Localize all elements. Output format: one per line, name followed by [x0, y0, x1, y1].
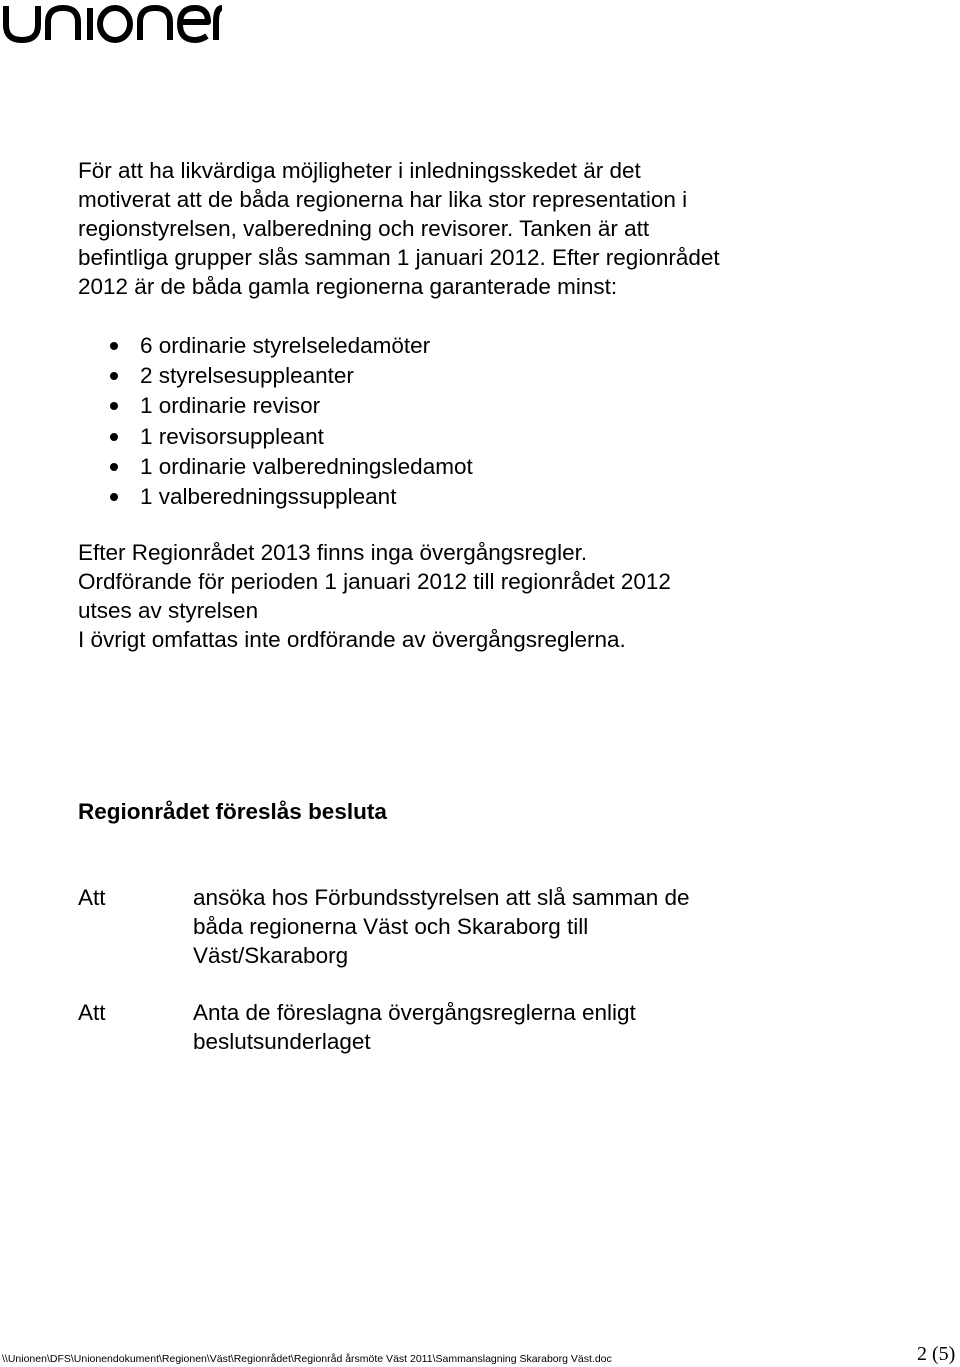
unionen-logo-icon	[2, 0, 232, 46]
list-item: 6 ordinarie styrelseledamöter	[110, 331, 473, 361]
transition-line: utses av styrelsen	[78, 598, 259, 623]
transition-line: I övrigt omfattas inte ordförande av övergångsreglerna.	[78, 627, 626, 652]
transition-rules	[78, 538, 838, 654]
list-item: 1 revisorsuppleant	[110, 422, 473, 452]
intro-paragraph	[78, 156, 778, 301]
intro-line: regionstyrelsen, valberedning och revisorer. Tanken är att	[78, 216, 650, 241]
list-item: 1 ordinarie revisor	[110, 391, 473, 421]
decision-text: Anta de föreslagna övergångsreglerna enligt beslutsunderlaget	[193, 1000, 636, 1054]
footer-file-path: \\Unionen\DFS\Unionendokument\Regionen\Väst\Regionrådet\Regionråd årsmöte Väst 2011\Sammanslagning Skaraborg Väst.doc	[2, 1353, 612, 1365]
intro-line: För att ha likvärdiga möjligheter i inledningsskedet är det	[78, 158, 641, 183]
transition-line: Efter Regionrådet 2013 finns inga övergångsregler.	[78, 540, 588, 565]
bullet-icon	[110, 463, 118, 471]
guarantee-list	[110, 331, 473, 512]
bullet-icon	[110, 372, 118, 380]
page-number: 2 (5)	[917, 1343, 956, 1365]
bullet-icon	[110, 433, 118, 441]
bullet-icon	[110, 342, 118, 350]
transition-line: Ordförande för perioden 1 januari 2012 till regionrådet 2012	[78, 569, 671, 594]
unionen-logo	[2, 0, 232, 51]
bullet-icon	[110, 402, 118, 410]
intro-line: motiverat att de båda regionerna har lika stor representation i	[78, 187, 688, 212]
list-item: 1 valberedningssuppleant	[110, 482, 473, 512]
list-item: 1 ordinarie valberedningsledamot	[110, 452, 473, 482]
intro-line: 2012 är de båda gamla regionerna garanterade minst:	[78, 274, 618, 299]
intro-line: befintliga grupper slås samman 1 januari 2012. Efter regionrådet	[78, 245, 720, 270]
list-item: 2 styrelsesuppleanter	[110, 361, 473, 391]
decision-text: ansöka hos Förbundsstyrelsen att slå samman de båda regionerna Väst och Skaraborg till Väst/Skaraborg	[193, 885, 690, 968]
decision-label: Att	[78, 885, 106, 910]
decision-label: Att	[78, 1000, 106, 1025]
proposal-heading: Regionrådet föreslås besluta	[78, 799, 387, 824]
bullet-icon	[110, 493, 118, 501]
